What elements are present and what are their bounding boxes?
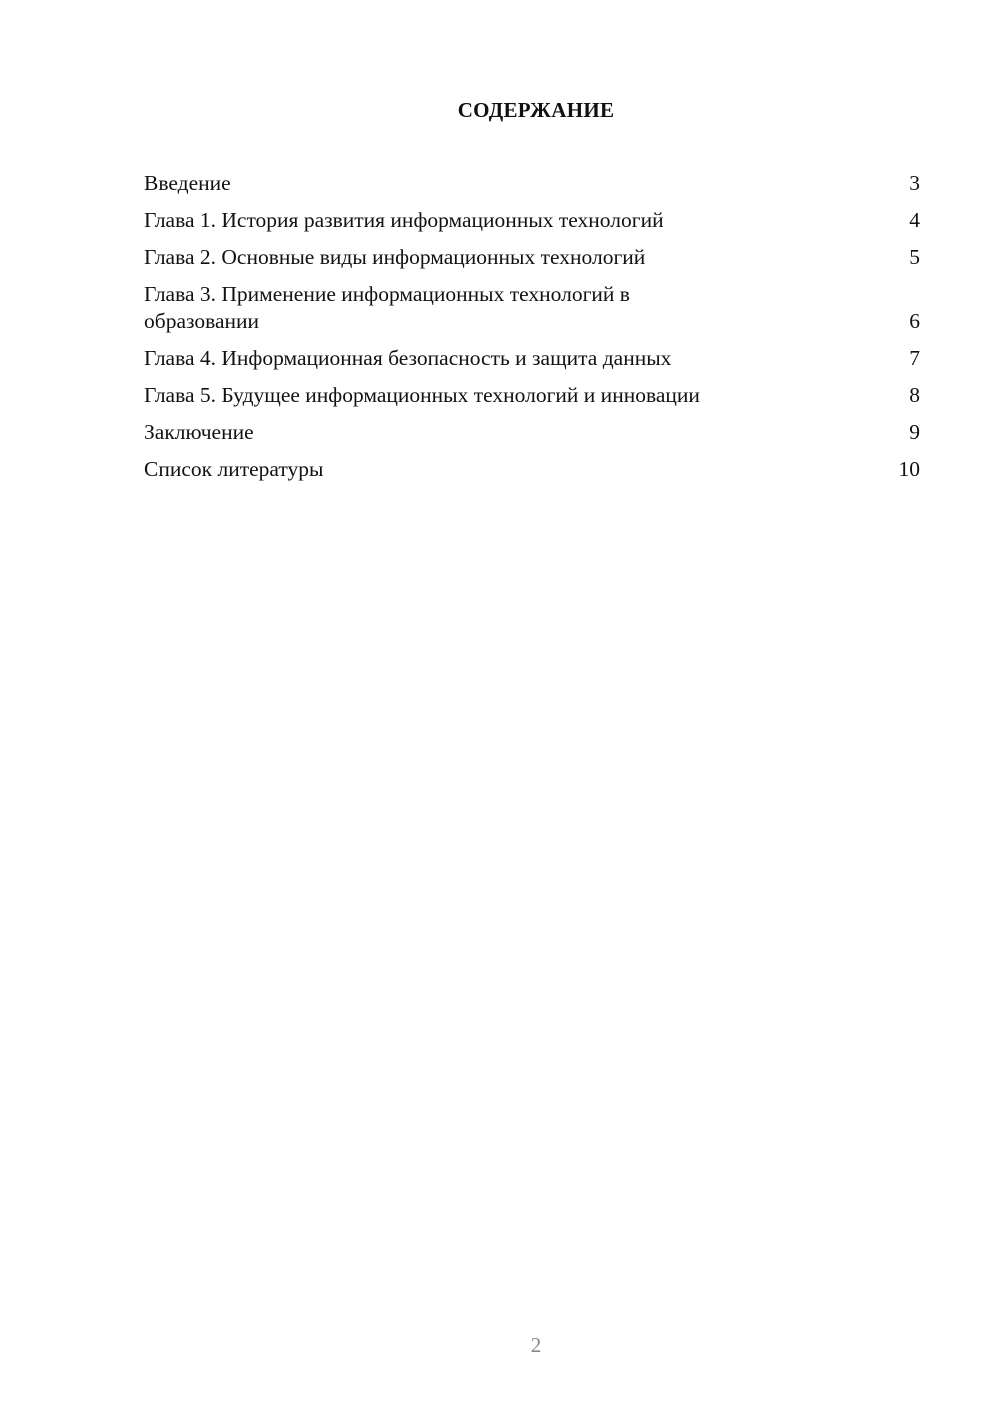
toc-entry-page: 9 <box>909 420 920 444</box>
toc-entry <box>144 244 920 271</box>
toc-entry <box>144 207 920 234</box>
table-of-contents <box>144 170 920 493</box>
toc-entry <box>144 456 920 483</box>
toc-entry-label: Заключение <box>144 420 254 444</box>
toc-entry-label: Глава 3. Применение информационных технологий в образовании <box>144 282 630 333</box>
toc-entry-page: 4 <box>909 208 920 232</box>
toc-entry-label: Глава 4. Информационная безопасность и защита данных <box>144 346 672 370</box>
toc-entry-page: 5 <box>909 245 920 269</box>
toc-entry-page: 6 <box>909 309 920 333</box>
toc-entry-label: Глава 5. Будущее информационных технологий и инновации <box>144 383 700 407</box>
page-title: СОДЕРЖАНИЕ <box>457 98 615 122</box>
toc-entry <box>144 382 920 409</box>
toc-entry-page: 3 <box>909 171 920 195</box>
page-number: 2 <box>530 1333 542 1357</box>
toc-entry-label: Список литературы <box>144 457 324 481</box>
toc-entry <box>144 345 920 372</box>
toc-entry-page: 10 <box>898 457 920 481</box>
toc-entry-label: Глава 1. История развития информационных технологий <box>144 208 664 232</box>
toc-entry-page: 7 <box>909 346 920 370</box>
toc-entry <box>144 281 920 335</box>
toc-entry-page: 8 <box>909 383 920 407</box>
toc-entry-label: Введение <box>144 171 231 195</box>
toc-entry <box>144 419 920 446</box>
toc-entry-label: Глава 2. Основные виды информационных технологий <box>144 245 646 269</box>
toc-entry <box>144 170 920 197</box>
